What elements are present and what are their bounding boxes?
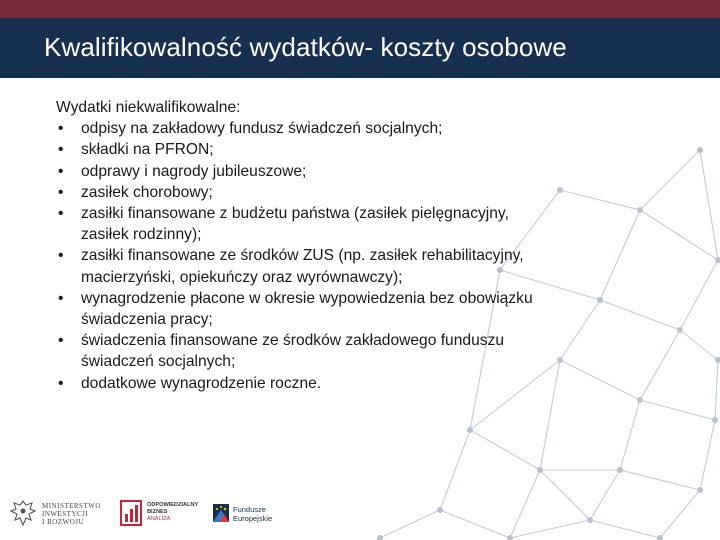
section-heading: Wydatki niekwalifikowalne: (56, 99, 241, 116)
list-item-text: świadczenia pracy; (81, 311, 213, 329)
list-item-text: składki na PFRON; (81, 141, 214, 159)
list-item (56, 288, 636, 330)
slide-title: Kwalifikowalność wydatków- koszty osobowe (44, 32, 567, 62)
network-node (467, 427, 473, 433)
bullet-dot: • (58, 120, 64, 138)
fundusze-europejskie-mark-icon (211, 500, 233, 526)
list-item-text: zasiłki finansowane ze środków ZUS (np. zasiłek rehabilitacyjny, (81, 247, 524, 265)
bullet-dot: • (58, 141, 64, 159)
bullet-dot: • (58, 332, 64, 350)
ministry-line-2: INWESTYCJI (42, 510, 89, 518)
network-line (700, 150, 718, 260)
network-node (637, 207, 643, 213)
network-line (640, 330, 680, 400)
network-line (620, 400, 640, 470)
bullet-dot: • (58, 374, 64, 392)
network-line (700, 420, 715, 490)
list-item (56, 330, 636, 372)
eagle-emblem-icon (8, 498, 38, 528)
ministry-name (42, 502, 101, 526)
network-node (712, 417, 718, 423)
odp-line-1: ODPOWIEDZIALNY (147, 502, 199, 508)
ministry-line-3: I ROZWOJU (42, 518, 85, 526)
bullet-dot: • (58, 289, 64, 307)
list-item (56, 373, 636, 394)
fe-line-1: Fundusze (233, 505, 266, 514)
list-item-text: odprawy i nagrody jubileuszowe; (81, 162, 307, 180)
list-item (56, 161, 636, 182)
odpowiedzialny-text (147, 502, 198, 523)
network-line (715, 360, 718, 420)
odpowiedzialny-biznes-logo (120, 494, 208, 534)
network-node (697, 147, 703, 153)
network-node (697, 487, 703, 493)
ineligible-expenses-list (56, 118, 636, 394)
network-line (470, 430, 540, 470)
fe-line-2: Europejskie (233, 513, 273, 523)
odp-line-2: BIZNES (147, 509, 168, 515)
list-item-text: macierzyński, opiekuńczy oraz wyrównawczy); (81, 268, 403, 286)
list-item (56, 139, 636, 160)
network-line (680, 260, 718, 330)
bullet-dot: • (58, 247, 64, 265)
fundusze-text (233, 506, 272, 523)
network-line (620, 470, 700, 490)
list-item (56, 245, 636, 287)
list-item-text: świadczenia finansowane ze środków zakładowego funduszu (81, 332, 505, 350)
network-line (640, 150, 700, 210)
network-node (677, 327, 683, 333)
network-line (640, 210, 718, 260)
slide-content (56, 97, 636, 394)
network-node (715, 257, 720, 263)
network-node (617, 467, 623, 473)
network-node (637, 397, 643, 403)
list-item-text: dodatkowe wynagrodzenie roczne. (81, 374, 322, 392)
bullet-dot: • (58, 183, 64, 201)
list-item-text: zasiłek chorobowy; (81, 183, 213, 201)
odpowiedzialny-mark-icon (120, 500, 142, 526)
network-line (680, 330, 718, 360)
list-item-text: odpisy na zakładowy fundusz świadczeń socjalnych; (81, 120, 443, 138)
logo-strip (0, 494, 720, 540)
list-item-text: wynagrodzenie płacone w okresie wypowiedzenia bez obowiązku (81, 289, 533, 307)
network-line (640, 400, 715, 420)
list-item (56, 182, 636, 203)
list-item (56, 118, 636, 139)
list-item-text: świadczeń socjalnych; (81, 353, 236, 371)
bullet-dot: • (58, 205, 64, 223)
network-node (537, 467, 543, 473)
list-item-text: zasiłki finansowane z budżetu państwa (zasiłek pielęgnacyjny, (81, 205, 509, 223)
ministry-logo (8, 494, 108, 534)
odp-sub: ANALIZA (147, 516, 171, 522)
ministry-line-1: MINISTERSTWO (42, 502, 101, 510)
bullet-dot: • (58, 162, 64, 180)
list-item-text: zasiłek rodzinny); (81, 226, 202, 244)
list-item (56, 203, 636, 245)
fundusze-europejskie-logo (211, 494, 291, 534)
